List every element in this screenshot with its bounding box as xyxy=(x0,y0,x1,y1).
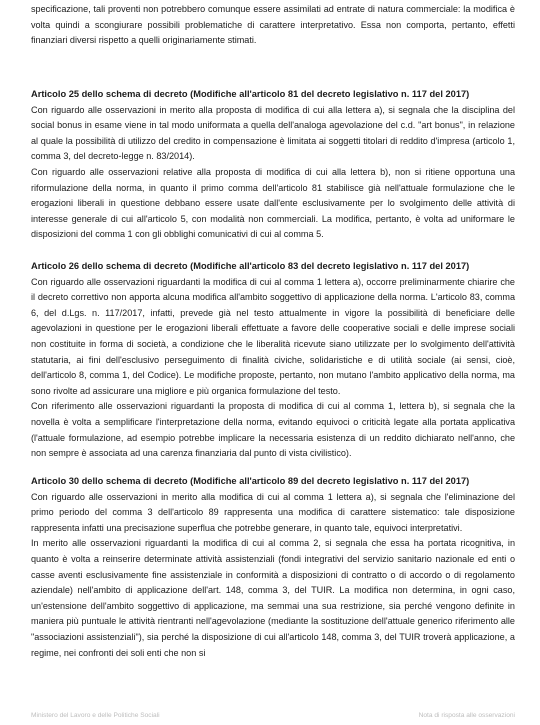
section-heading: Articolo 26 dello schema di decreto (Modifiche all'articolo 83 del decreto legislativo n. 117 del 2017) xyxy=(31,261,470,271)
footer-left-text: Ministero del Lavoro e delle Politiche Sociali xyxy=(31,712,160,719)
page-footer xyxy=(31,712,515,722)
section-heading: Articolo 25 dello schema di decreto (Modifiche all'articolo 81 del decreto legislativo n. 117 del 2017) xyxy=(31,89,470,99)
section-article-30 xyxy=(31,474,515,661)
paragraph: Con riferimento alle osservazioni riguardanti la proposta di modifica di cui al comma 1, lettera b), si segnala che la novella è volta a semplificare l'interpretazione della norma, evitando equivoci o criticità legate alla portata applicativa (l'attuale formulazione, ad esempio potrebbe implicare la necessaria esistenza di un reddito dichiarato nell'anno, che non sempre è associata ad una carenza finanziaria dal punto di vista civilistico). xyxy=(31,401,515,459)
section-heading: Articolo 30 dello schema di decreto (Modifiche all'articolo 89 del decreto legislativo n. 117 del 2017) xyxy=(31,476,470,486)
paragraph: Con riguardo alle osservazioni relative alla proposta di modifica di cui alla lettera b), non si ritiene opportuna una riformulazione della norma, in quanto il primo comma dell'articolo 81 stabilisce già nell'attuale formulazione che le erogazioni liberali in questione debbano essere usate dall'ente esclusivamente per lo svolgimento delle attività di interesse generale di cui all'articolo 5, con modalità non commerciali. La modifica, pertanto, è volta ad uniformare le disposizioni del comma 1 con gli obblighi comunicativi di cui al comma 5. xyxy=(31,166,515,240)
intro-paragraph: specificazione, tali proventi non potrebbero comunque essere assimilati ad entrate di natura commerciale: la modifica è volta quindi a scongiurare possibili problematiche di carattere interpretativo. Essa non comporta, pertanto, effetti finanziari diversi rispetto a quelli originariamente stimati. xyxy=(31,4,515,46)
paragraph: Con riguardo alle osservazioni in merito alla modifica di cui al comma 1 lettera a), si segnala che l'eliminazione del primo periodo del comma 3 dell'articolo 89 rappresenta una modifica di carattere sistematico: tale disposizione rappresenta infatti una precisazione superflua che potrebbe generare, in quanto tale, equivoci interpretativi. xyxy=(31,491,515,533)
paragraph: Con riguardo alle osservazioni riguardanti la modifica di cui al comma 1 lettera a), occorre preliminarmente chiarire che il decreto correttivo non apporta alcuna modifica all'ambito soggettivo di applicazione della norma. L'articolo 83, comma 6, del d.Lgs. n. 117/2017, infatti, prevede già nel testo attualmente in vigore la possibilità di beneficiare delle agevolazioni in questione per le erogazioni liberali effettuate a favore delle cooperative sociali e delle imprese sociali non costituite in forma di società, a condizione che le liberalità ricevute siano utilizzate per lo svolgimento dell'attività statutaria, ai fini dell'esclusivo perseguimento di finalità civiche, solidaristiche e di utilità sociale (ai sensi, cioè, dell'articolo 8, comma 1, del Codice). Le modifiche proposte, pertanto, non mutano l'ambito applicativo della norma, ma sono rivolte ad assicurare una migliore e più organica formulazione del testo. xyxy=(31,276,515,396)
intro-section xyxy=(31,2,515,49)
footer-right-text: Nota di risposta alle osservazioni xyxy=(418,712,515,719)
paragraph: In merito alle osservazioni riguardanti la modifica di cui al comma 2, si segnala che essa ha portata ricognitiva, in quanto è volta a reinserire determinate attività assistenziali (fondi integrativi del servizio sanitario nazionale ed enti o casse aventi esclusivamente fine assistenziale in conformità a disposizioni di contratto o di accordo o di regolamento aziendale) nell'ambito di applicazione dell'art. 148, comma 3, del TUIR. La modifica non determina, in ogni caso, un'estensione dell'ambito soggettivo di applicazione, ma semmai una sua restrizione, sia perché vengono definite in maniera più puntuale le attività rientranti nell'agevolazione (mediante la sostituzione dell'attuale generico riferimento alle "associazioni assistenziali"), sia perché la disposizione di cui all'articolo 148, comma 3, del TUIR troverà applicazione, a regime, nei confronti dei soli enti che non si xyxy=(31,538,515,658)
paragraph: Con riguardo alle osservazioni in merito alla proposta di modifica di cui alla lettera a), si segnala che la disciplina del social bonus in esame viene in tal modo uniformata a quella dell'analoga agevolazione del c.d. "art bonus", in relazione al quale la possibilità di utilizzo del credito in compensazione è limitata ai soggetti titolari di reddito d'impresa (articolo 1, comma 3, del decreto-legge n. 83/2014). xyxy=(31,104,515,162)
section-article-26 xyxy=(31,259,515,462)
section-article-25 xyxy=(31,87,515,243)
